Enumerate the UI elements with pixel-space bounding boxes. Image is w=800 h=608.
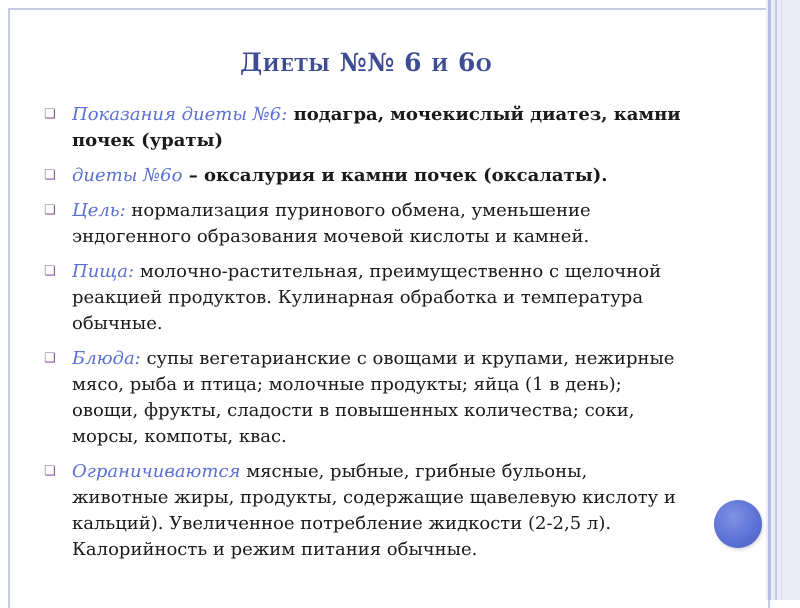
slide-title: Диеты №№ 6 и 6о (239, 48, 493, 77)
bullet-icon: ❑ (44, 107, 56, 122)
list-item (44, 459, 684, 563)
bullet-icon: ❑ (44, 168, 56, 183)
item-lead: Блюда: (72, 348, 141, 369)
list-item (44, 163, 684, 189)
bullet-icon: ❑ (44, 264, 56, 279)
band-line (781, 0, 782, 600)
bullet-list (44, 102, 684, 572)
right-decorative-band (766, 0, 800, 600)
bullet-icon: ❑ (44, 464, 56, 479)
item-text: молочно-растительная, преимущественно с щелочной реакцией продуктов. Кулинарная обработка и температура обычные. (72, 261, 662, 334)
decorative-circle (714, 500, 762, 548)
item-lead: Цель: (72, 200, 126, 221)
bullet-icon: ❑ (44, 351, 56, 366)
list-item (44, 102, 684, 154)
item-lead: Показания диеты №6: (72, 104, 288, 125)
list-item (44, 346, 684, 450)
item-text: супы вегетарианские с овощами и крупами, нежирные мясо, рыба и птица; молочные продукты; яйца (1 в день); овощи, фрукты, сладости в повышенных количества; соки, морсы, компоты, квас. (72, 348, 675, 447)
item-text: подагра, мочекислый диатез, камни почек (ураты) (72, 104, 681, 151)
item-lead: Пища: (72, 261, 135, 282)
item-lead: Ограничиваются (72, 461, 241, 482)
item-text: мясные, рыбные, грибные бульоны, животные жиры, продукты, содержащие щавелевую кислоту и кальций). Увеличенное потребление жидкости (2-2,5 л). Калорийность и режим питания обычные. (72, 461, 676, 560)
item-text: – оксалурия и камни почек (оксалаты). (182, 165, 608, 186)
bullet-icon: ❑ (44, 203, 56, 218)
list-item (44, 198, 684, 250)
item-text: нормализация пуринового обмена, уменьшение эндогенного образования мочевой кислоты и камней. (72, 200, 591, 247)
item-lead: диеты №6о (72, 165, 183, 186)
band-line (775, 0, 777, 600)
band-line (768, 0, 771, 600)
list-item (44, 259, 684, 337)
